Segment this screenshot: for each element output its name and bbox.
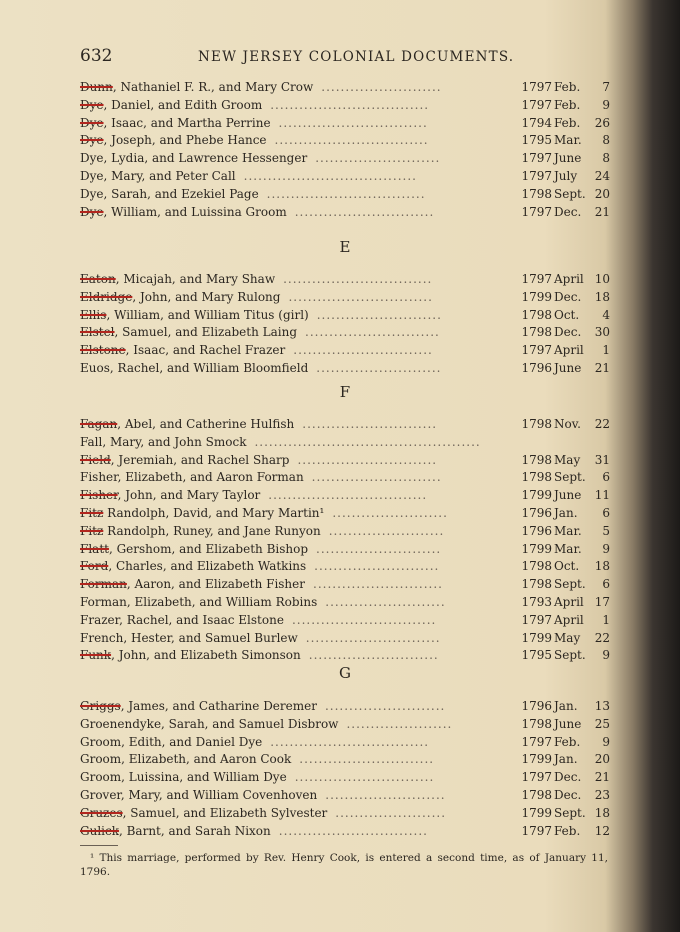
entry-given-names: , Joseph, and Phebe Hance [103, 133, 267, 148]
entry-surname: Eldridge [80, 289, 133, 304]
leader-dots: .................................... [243, 169, 417, 183]
entry-month: Dec. [554, 289, 582, 304]
entry-names [80, 289, 280, 306]
entry-surname: Griggs [80, 699, 121, 713]
entry-surname: Gruzes [80, 805, 123, 820]
entry-day: 9 [602, 541, 610, 556]
entry-names [80, 541, 308, 558]
index-entry [80, 307, 610, 324]
entry-names [80, 558, 306, 575]
entry-month: Sept. [554, 805, 586, 820]
entry-year: 1797 [521, 823, 552, 838]
entry-year: 1798 [521, 325, 552, 340]
leader-dots: ........................... [308, 648, 439, 663]
index-entry [80, 558, 610, 575]
entry-day: 30 [594, 325, 610, 340]
entry-surname: Groom [80, 734, 122, 749]
entry-year: 1793 [521, 595, 552, 609]
index-entry [80, 204, 610, 221]
entry-surname: Funk [80, 648, 112, 663]
entry-month: Nov. [554, 417, 581, 431]
index-entry [80, 360, 610, 377]
entry-month: April [554, 343, 584, 358]
entry-year: 1797 [521, 272, 552, 286]
entry-surname: Dye [80, 115, 104, 130]
entry-surname: Forman [80, 577, 127, 592]
index-entry [80, 505, 610, 522]
entry-given-names: Randolph, Runey, and Jane Runyon [103, 523, 321, 538]
entry-given-names: , Daniel, and Edith Groom [103, 97, 263, 112]
entry-day: 9 [602, 734, 610, 749]
entry-names [80, 416, 294, 433]
leader-dots: .......................... [316, 541, 442, 556]
entry-surname: Fitz [80, 506, 104, 520]
leader-dots: ........................... [311, 470, 442, 485]
entry-month: Feb. [554, 734, 581, 749]
entry-surname: Dunn [80, 80, 113, 94]
leader-dots: .......................... [314, 559, 440, 574]
entry-given-names: , Aaron, and Elizabeth Fisher [126, 577, 306, 592]
entry-year: 1796 [521, 523, 552, 538]
index-entry [80, 416, 610, 433]
leader-dots: ................................. [266, 186, 426, 201]
leader-dots: .......................... [316, 361, 442, 375]
index-entry [80, 469, 610, 486]
leader-dots: ............................. [294, 204, 435, 219]
entry-year: 1797 [521, 169, 552, 183]
entry-year: 1795 [521, 648, 552, 663]
entry-day: 6 [602, 506, 610, 520]
entry-given-names: , Rachel, and Isaac Elstone [119, 612, 284, 627]
entry-day: 13 [594, 699, 610, 713]
entry-month: Feb. [554, 97, 581, 112]
index-entry [80, 452, 610, 469]
entry-month: June [554, 488, 582, 503]
entry-year: 1798 [521, 417, 552, 431]
entry-surname: Fagan [80, 417, 118, 431]
index-entry [80, 769, 610, 786]
entry-surname: French [80, 630, 124, 645]
entry-names [80, 698, 317, 715]
entry-year: 1799 [521, 805, 552, 820]
index-entry [80, 186, 610, 203]
entry-names [80, 452, 289, 469]
entry-day: 12 [594, 823, 610, 838]
entry-day: 21 [594, 204, 610, 219]
leader-dots: ............................. [294, 770, 435, 785]
entry-given-names: , William, and Luissina Groom [103, 204, 287, 219]
index-entry [80, 487, 610, 504]
entry-surname: Frazer [80, 612, 120, 627]
entry-month: Oct. [554, 307, 580, 322]
entry-day: 21 [594, 361, 610, 375]
leader-dots: .......................... [316, 307, 442, 322]
index-entry [80, 271, 610, 288]
entry-day: 9 [602, 648, 610, 663]
entry-year: 1796 [521, 506, 552, 520]
running-title: NEW JERSEY COLONIAL DOCUMENTS. [198, 49, 515, 65]
index-entry [80, 434, 610, 451]
entry-names [80, 523, 321, 540]
entry-given-names: , Jeremiah, and Rachel Sharp [110, 452, 290, 467]
entry-given-names: , James, and Catharine Deremer [120, 699, 317, 713]
entry-given-names: , Isaac, and Rachel Frazer [125, 343, 286, 358]
entry-names [80, 324, 297, 341]
entry-month: Dec. [554, 788, 582, 802]
entry-given-names: , Nathaniel F. R., and Mary Crow [112, 80, 314, 94]
footnote-rule [80, 845, 118, 846]
entry-year: 1797 [521, 151, 552, 166]
entry-given-names: , Sarah, and Ezekiel Page [103, 186, 259, 201]
entry-day: 20 [594, 186, 610, 201]
page-header [80, 46, 625, 68]
entry-given-names: , Samuel, and Elizabeth Sylvester [122, 805, 328, 820]
entry-given-names: , Abel, and Catherine Hulfish [117, 417, 295, 431]
index-entry [80, 787, 610, 804]
entry-month: Oct. [554, 559, 580, 574]
entry-names [80, 271, 275, 288]
entry-given-names: , John, and Mary Taylor [117, 488, 261, 503]
entry-surname: Groom [80, 752, 122, 767]
section-letter: G [339, 664, 351, 682]
entry-given-names: , Mary, and John Smock [102, 434, 247, 449]
entry-year: 1797 [521, 612, 552, 627]
entry-year: 1798 [521, 577, 552, 592]
leader-dots: ........................ [332, 506, 448, 520]
index-entry [80, 541, 610, 558]
entry-day: 8 [602, 151, 610, 166]
entry-year: 1797 [521, 770, 552, 785]
entry-day: 9 [602, 97, 610, 112]
footnote: ¹ This marriage, performed by Rev. Henry Cook, is entered a second time, as of January 11, 1796. [80, 852, 608, 878]
entry-given-names: , Luissina, and William Dye [121, 770, 287, 785]
entry-given-names: , Isaac, and Martha Perrine [103, 115, 271, 130]
leader-dots: ............................................... [254, 434, 481, 449]
entry-day: 26 [594, 115, 610, 130]
entry-surname: Groenendyke [80, 716, 162, 731]
entry-day: 18 [594, 289, 610, 304]
entry-names [80, 769, 287, 786]
entry-names [80, 342, 285, 359]
entry-names [80, 132, 267, 149]
entry-surname: Dye [80, 204, 104, 219]
leader-dots: ............................... [278, 823, 428, 838]
index-entry [80, 168, 610, 185]
entry-surname: Dye [80, 151, 104, 166]
leader-dots: ................................ [274, 133, 429, 148]
entry-day: 1 [602, 612, 610, 627]
entry-names [80, 360, 308, 377]
entry-year: 1799 [521, 289, 552, 304]
index-entry [80, 734, 610, 751]
index-entry [80, 698, 610, 715]
entry-surname: Euos [80, 361, 110, 375]
entry-names [80, 647, 301, 664]
index-entry [80, 523, 610, 540]
entry-surname: Fisher [80, 488, 118, 503]
entry-day: 22 [594, 417, 610, 431]
entry-month: June [554, 716, 582, 731]
entry-given-names: , Sarah, and Samuel Disbrow [161, 716, 339, 731]
entry-year: 1794 [521, 115, 552, 130]
leader-dots: ........................... [313, 577, 443, 592]
entry-year: 1798 [521, 559, 552, 574]
leader-dots: ........................ [328, 523, 445, 538]
entry-day: 4 [602, 307, 610, 322]
entry-day: 20 [594, 752, 610, 767]
entry-day: 21 [594, 770, 610, 785]
entry-given-names: , Gershom, and Elizabeth Bishop [108, 541, 309, 556]
leader-dots: ............................ [302, 417, 438, 431]
entry-given-names: , Lydia, and Lawrence Hessenger [103, 151, 308, 166]
entry-month: Feb. [554, 115, 581, 130]
index-entry [80, 342, 610, 359]
entry-month: Jan. [554, 506, 578, 520]
entry-surname: Forman [80, 595, 127, 609]
entry-surname: Elstone [80, 343, 126, 358]
entry-names [80, 487, 260, 504]
entry-given-names: , Elizabeth, and Aaron Cook [121, 752, 292, 767]
entry-month: Sept. [554, 470, 586, 485]
index-entry [80, 150, 610, 167]
index-entry [80, 115, 610, 132]
entry-year: 1799 [521, 541, 552, 556]
entry-day: 5 [602, 523, 610, 538]
entry-names [80, 630, 298, 647]
entry-surname: Dye [80, 186, 104, 201]
entry-names [80, 505, 324, 522]
entry-names [80, 787, 317, 804]
entry-month: Mar. [554, 523, 582, 538]
index-entry [80, 647, 610, 664]
leader-dots: ............................ [299, 752, 435, 767]
entry-names [80, 307, 309, 324]
entry-surname: Flatt [80, 541, 109, 556]
leader-dots: ................................. [270, 97, 430, 112]
entry-day: 6 [602, 470, 610, 485]
entry-given-names: , Charles, and Elizabeth Watkins [108, 559, 307, 574]
entry-month: April [554, 595, 584, 609]
entry-names [80, 204, 287, 221]
entry-day: 31 [594, 452, 610, 467]
leader-dots: ............................ [305, 630, 441, 645]
entry-month: Dec. [554, 770, 582, 785]
leader-dots: .......................... [315, 151, 441, 166]
index-entry [80, 823, 610, 840]
entry-surname: Dye [80, 133, 104, 148]
index-entry [80, 716, 610, 733]
entry-month: Dec. [554, 325, 582, 340]
entry-names [80, 734, 262, 751]
index-entry [80, 751, 610, 768]
entry-month: June [554, 151, 582, 166]
entry-month: Sept. [554, 186, 586, 201]
leader-dots: ............................ [305, 325, 440, 340]
index-entry [80, 132, 610, 149]
entry-given-names: , Mary, and Peter Call [103, 169, 236, 183]
entry-given-names: , Mary, and William Covenhoven [120, 788, 318, 802]
entry-month: Mar. [554, 133, 582, 148]
index-entry [80, 289, 610, 306]
section-letter: F [339, 383, 351, 401]
entry-day: 25 [594, 716, 610, 731]
entry-year: 1798 [521, 470, 552, 485]
entry-names [80, 150, 307, 167]
entry-month: Jan. [554, 699, 578, 713]
index-entry [80, 630, 610, 647]
entry-surname: Grover [80, 788, 121, 802]
index-entry [80, 97, 610, 114]
entry-day: 6 [602, 577, 610, 592]
entry-day: 7 [602, 80, 610, 94]
leader-dots: ................................. [270, 734, 430, 749]
entry-month: Sept. [554, 648, 586, 663]
leader-dots: .............................. [291, 612, 437, 627]
entry-month: Dec. [554, 204, 582, 219]
entry-year: 1798 [521, 716, 552, 731]
entry-month: July [554, 169, 578, 183]
leader-dots: ......................... [325, 788, 446, 802]
leader-dots: ......................... [321, 80, 442, 94]
entry-year: 1798 [521, 452, 552, 467]
entry-surname: Fitz [80, 523, 104, 538]
entry-names [80, 823, 271, 840]
entry-day: 17 [594, 595, 610, 609]
entry-names [80, 97, 262, 114]
entry-year: 1799 [521, 488, 552, 503]
entry-names [80, 115, 271, 132]
entry-day: 22 [594, 630, 610, 645]
entry-names [80, 186, 259, 203]
index-entry [80, 324, 610, 341]
entry-surname: Elstel [80, 325, 115, 340]
entry-month: Mar. [554, 541, 582, 556]
index-entry [80, 612, 610, 629]
entry-year: 1795 [521, 133, 552, 148]
entry-given-names: , John, and Elizabeth Simonson [111, 648, 301, 663]
entry-surname: Ford [80, 559, 109, 574]
entry-year: 1798 [521, 186, 552, 201]
entry-names [80, 612, 284, 629]
entry-given-names: , Samuel, and Elizabeth Laing [114, 325, 298, 340]
entry-surname: Dye [80, 169, 104, 183]
index-entry [80, 594, 610, 611]
entry-given-names: Randolph, David, and Mary Martin¹ [103, 506, 325, 520]
entry-year: 1796 [521, 699, 552, 713]
entry-day: 18 [594, 559, 610, 574]
entry-surname: Fall [80, 434, 103, 449]
leader-dots: ............................... [278, 115, 428, 130]
entry-names [80, 168, 236, 185]
entry-given-names: , Barnt, and Sarah Nixon [118, 823, 271, 838]
entry-year: 1799 [521, 630, 552, 645]
leader-dots: .............................. [288, 289, 433, 304]
entry-names [80, 716, 338, 733]
leader-dots: ............................. [293, 343, 433, 358]
entry-day: 8 [602, 133, 610, 148]
entry-names [80, 751, 291, 768]
entry-day: 23 [594, 788, 610, 802]
entry-given-names: , Elizabeth, and Aaron Forman [117, 470, 304, 485]
entry-given-names: , Micajah, and Mary Shaw [115, 272, 276, 286]
leader-dots: ....................... [335, 805, 447, 820]
entry-year: 1797 [521, 734, 552, 749]
entry-surname: Gulick [80, 823, 119, 838]
entry-day: 18 [594, 805, 610, 820]
entry-day: 11 [594, 488, 610, 503]
section-letter: E [339, 238, 351, 256]
entry-year: 1799 [521, 752, 552, 767]
entry-surname: Field [80, 452, 111, 467]
entry-names [80, 79, 313, 96]
entry-month: Feb. [554, 823, 581, 838]
entry-names [80, 576, 305, 593]
leader-dots: ................................. [268, 488, 428, 503]
entry-month: June [554, 361, 582, 375]
entry-surname: Ellis [80, 307, 107, 322]
entry-year: 1798 [521, 307, 552, 322]
entry-year: 1798 [521, 788, 552, 802]
entry-given-names: , John, and Mary Rulong [132, 289, 281, 304]
entry-month: April [554, 612, 584, 627]
entry-month: April [554, 272, 584, 286]
entry-year: 1797 [521, 204, 552, 219]
entry-surname: Fisher [80, 470, 118, 485]
entry-year: 1797 [521, 97, 552, 112]
entry-names [80, 434, 246, 451]
entry-month: May [554, 630, 581, 645]
entry-names [80, 594, 317, 611]
index-entry [80, 79, 610, 96]
entry-surname: Eaton [80, 272, 116, 286]
entry-given-names: , Edith, and Daniel Dye [121, 734, 263, 749]
entry-month: May [554, 452, 581, 467]
entry-given-names: , Rachel, and William Bloomfield [109, 361, 309, 375]
entry-month: Feb. [554, 80, 581, 94]
entry-day: 10 [594, 272, 610, 286]
entry-year: 1797 [521, 343, 552, 358]
entry-given-names: , Elizabeth, and William Robins [126, 595, 318, 609]
leader-dots: ......................... [325, 595, 446, 609]
entry-names [80, 805, 327, 822]
entry-surname: Dye [80, 97, 104, 112]
entry-day: 1 [602, 343, 610, 358]
leader-dots: ......................... [324, 699, 446, 713]
leader-dots: ............................. [297, 452, 438, 467]
entry-day: 24 [594, 169, 610, 183]
entry-given-names: , Hester, and Samuel Burlew [123, 630, 298, 645]
entry-year: 1796 [521, 361, 552, 375]
entry-names [80, 469, 304, 486]
index-entry [80, 576, 610, 593]
leader-dots: ...................... [346, 716, 453, 731]
entry-given-names: , William, and William Titus (girl) [106, 307, 309, 322]
entry-month: Sept. [554, 577, 586, 592]
page-number: 632 [80, 46, 113, 66]
leader-dots: ............................... [283, 272, 433, 286]
entry-month: Jan. [554, 752, 578, 767]
index-entry [80, 805, 610, 822]
entry-year: 1797 [521, 80, 552, 94]
entry-surname: Groom [80, 770, 122, 785]
